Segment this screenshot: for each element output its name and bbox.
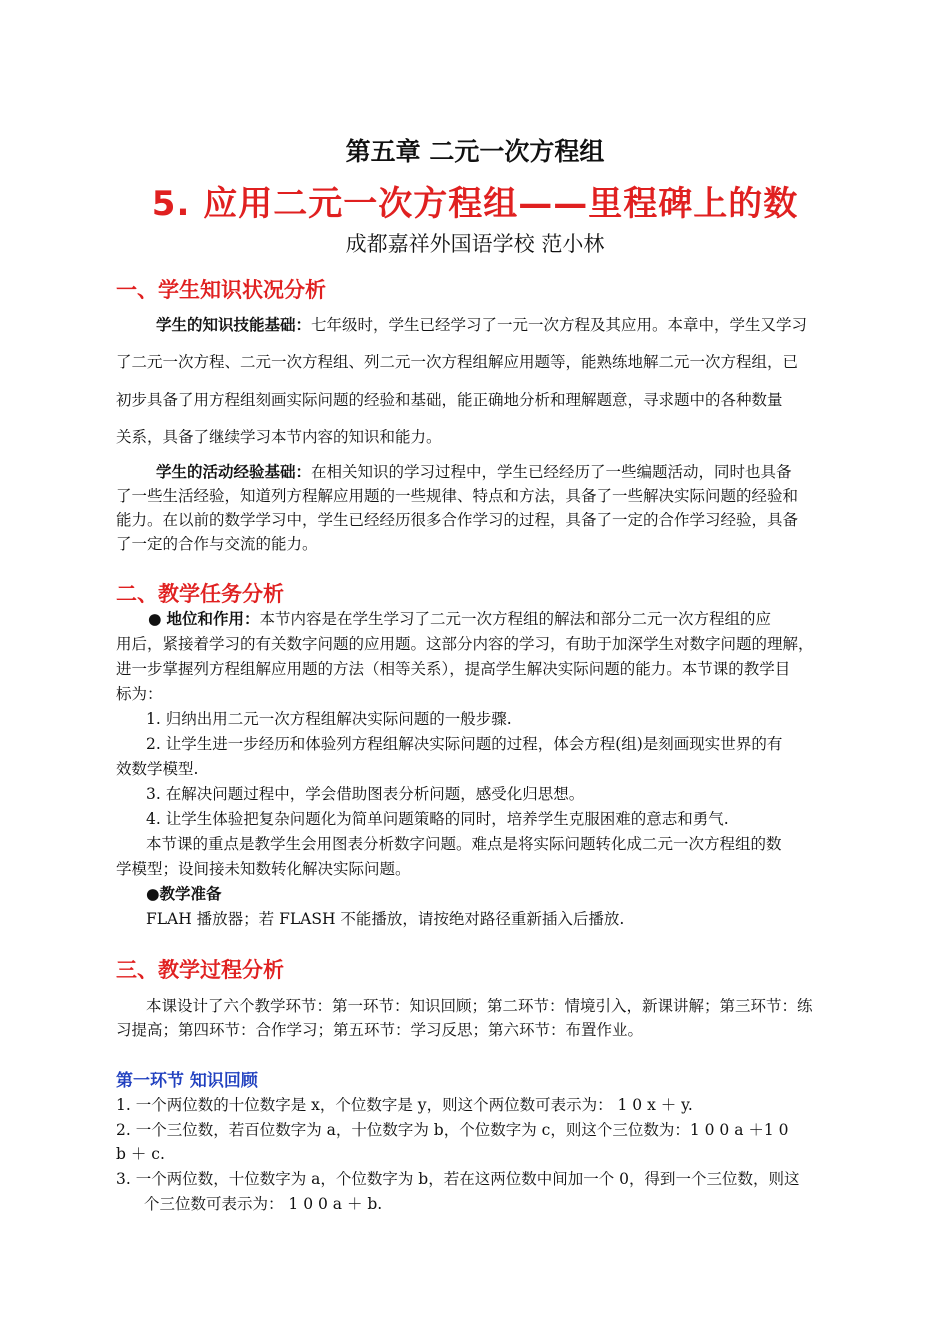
prep-text: FLAH 播放器；若 FLASH 不能播放，请按绝对路径重新插入后播放. [146,910,625,928]
position-text: 本节内容是在学生学习了二元一次方程组的解法和部分二元一次方程组的应 [259,610,771,628]
review-item: 2. 一个三位数，若百位数字为 a，十位数字为 b，个位数字为 c，则这个三位数为：1 0 0 a ＋1 0 [116,1121,789,1139]
review-item: b ＋ c. [116,1145,165,1163]
chapter-title: 第五章 二元一次方程组 [345,137,605,166]
section1-heading: 一、学生知识状况分析 [116,278,326,302]
paragraph-line: 习提高；第四环节：合作学习；第五环节：学习反思；第六环节：布置作业。 [116,1021,644,1039]
paragraph-line: 能力。在以前的数学学习中，学生已经经历很多合作学习的过程，具备了一定的合作学习经验，具备 [116,511,799,529]
p1-text: 七年级时，学生已经学习了一元一次方程及其应用。本章中，学生又学习 [311,316,808,334]
author-line: 成都嘉祥外国语学校 范小林 [345,232,605,256]
paragraph-line: 了一定的合作与交流的能力。 [116,535,318,553]
goal-item: 2. 让学生进一步经历和体验列方程组解决实际问题的过程，体会方程(组)是刻画现实世界的有 [146,735,783,753]
paragraph-line: 标为： [116,685,163,703]
p2-label: 学生的活动经验基础： [156,463,312,481]
paragraph-line [156,313,807,335]
paragraph-line: 关系，具备了继续学习本节内容的知识和能力。 [116,428,442,446]
paragraph-line [156,460,792,482]
paragraph-line: 本课设计了六个教学环节：第一环节：知识回顾；第二环节：情境引入，新课讲解；第三环节：练 [146,997,813,1015]
position-label: 地位和作用： [166,610,260,628]
paragraph-line: 初步具备了用方程组刻画实际问题的经验和基础，能正确地分析和理解题意，寻求题中的各种数量 [116,391,783,409]
part1-heading: 第一环节 知识回顾 [116,1071,258,1091]
goal-item: 1. 归纳出用二元一次方程组解决实际问题的一般步骤. [146,710,512,728]
p1-label: 学生的知识技能基础： [156,316,312,334]
review-item: 个三位数可表示为： 1 0 0 a ＋ b. [144,1195,383,1213]
p2-text: 在相关知识的学习过程中，学生已经经历了一些编题活动，同时也具备 [311,463,792,481]
paragraph-line [148,607,771,629]
section2-heading: 二、教学任务分析 [116,582,284,606]
paragraph-line: 了一些生活经验，知道列方程解应用题的一些规律、特点和方法，具备了一些解决实际问题的经验和 [116,487,799,505]
goal-item: 效数学模型. [116,760,199,778]
goal-item: 3. 在解决问题过程中，学会借助图表分析问题，感受化归思想。 [146,785,585,803]
review-item: 1. 一个两位数的十位数字是 x，个位数字是 y，则这个两位数可表示为： 1 0 x ＋ y. [116,1096,693,1114]
paragraph-line: 进一步掌握列方程组解应用题的方法（相等关系），提高学生解决实际问题的能力。本节课的教学目 [116,660,791,678]
paragraph-line: 用后，紧接着学习的有关数字问题的应用题。这部分内容的学习，有助于加深学生对数字问题的理解， [116,635,814,653]
section3-heading: 三、教学过程分析 [116,958,284,982]
prep-label: ●教学准备 [146,885,222,903]
review-item: 3. 一个两位数，十位数字为 a，个位数字为 b，若在这两位数中间加一个 0，得到一个三位数，则这 [116,1170,800,1188]
goal-item: 4. 让学生体验把复杂问题化为简单问题策略的同时，培养学生克服困难的意志和勇气. [146,810,729,828]
paragraph-line: 了二元一次方程、二元一次方程组、列二元一次方程组解应用题等，能熟练地解二元一次方程组，已 [116,353,799,371]
paragraph-line: 学模型；设间接未知数转化解决实际问题。 [116,860,411,878]
lesson-title: 5. 应用二元一次方程组——里程碑上的数 [151,184,799,224]
paragraph-line: 本节课的重点是教学生会用图表分析数字问题。难点是将实际问题转化成二元一次方程组的数 [146,835,782,853]
bullet-icon: ● [148,610,162,628]
